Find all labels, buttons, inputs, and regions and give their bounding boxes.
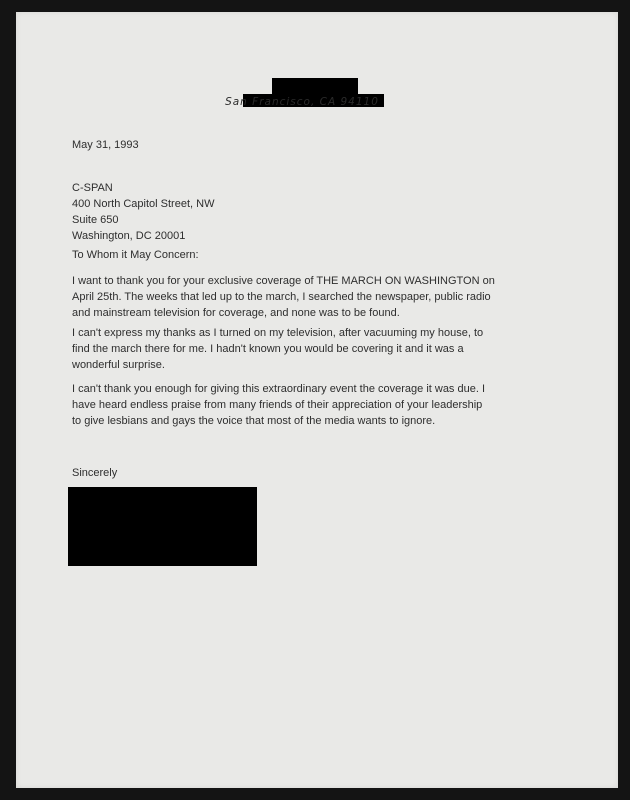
paragraph-line: to give lesbians and gays the voice that most of the media wants to ignore. xyxy=(72,415,436,427)
paragraph-line: I can't thank you enough for giving this extraordinary event the coverage it was due. I xyxy=(72,383,486,395)
paragraph-line: April 25th. The weeks that led up to the march, I searched the newspaper, public radio xyxy=(72,291,491,303)
redaction-block-signature xyxy=(68,487,257,566)
recipient-city: Washington, DC 20001 xyxy=(72,230,186,242)
paragraph-line: have heard endless praise from many friends of their appreciation of your leadership xyxy=(72,399,483,411)
paragraph-line: and mainstream television for coverage, and none was to be found. xyxy=(72,307,400,319)
salutation: To Whom it May Concern: xyxy=(72,249,199,261)
redaction-bar-name xyxy=(272,78,358,94)
letter-date: May 31, 1993 xyxy=(72,139,139,151)
letterhead-city: San Francisco, CA 94110 xyxy=(225,96,379,108)
paragraph-1 xyxy=(72,273,572,321)
paragraph-line: find the march there for me. I hadn't known you would be covering it and it was a xyxy=(72,343,464,355)
recipient-suite: Suite 650 xyxy=(72,214,119,226)
closing: Sincerely xyxy=(72,467,118,479)
paragraph-3 xyxy=(72,381,572,429)
paragraph-line: wonderful surprise. xyxy=(72,359,165,371)
paragraph-line: I want to thank you for your exclusive coverage of THE MARCH ON WASHINGTON on xyxy=(72,275,495,287)
recipient-name: C-SPAN xyxy=(72,182,113,194)
recipient-address xyxy=(72,180,214,244)
paragraph-2 xyxy=(72,325,572,373)
recipient-street: 400 North Capitol Street, NW xyxy=(72,198,215,210)
paragraph-line: I can't express my thanks as I turned on my television, after vacuuming my house, to xyxy=(72,327,484,339)
